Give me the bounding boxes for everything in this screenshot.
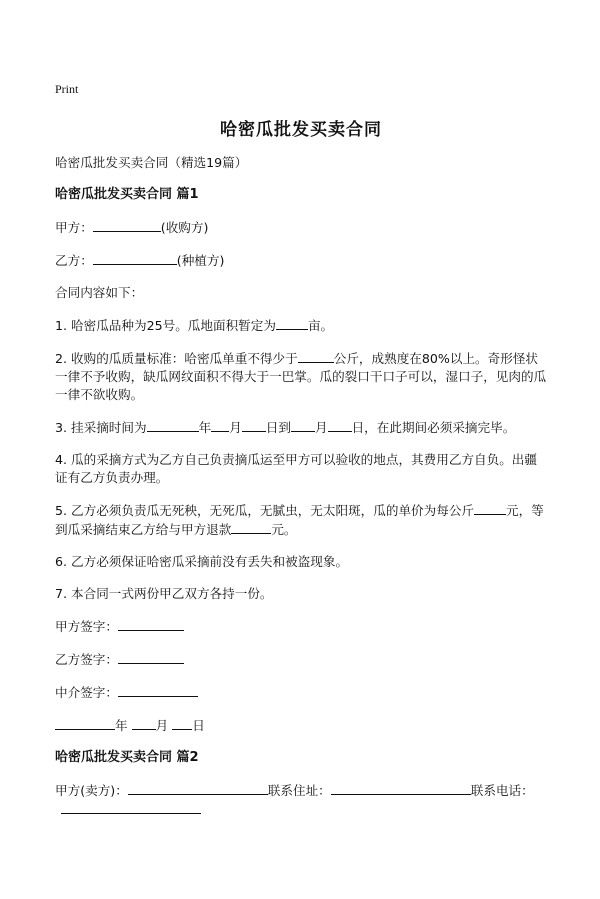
party-b-line <box>55 251 547 270</box>
blank-field <box>242 418 266 432</box>
clause-text: 5. 乙方必须负责瓜无死秧，无死瓜，无腻虫，无太阳斑，瓜的单价为每公斤 <box>55 503 475 518</box>
blank-field <box>231 520 271 534</box>
clause-6: 6. 乙方必须保证哈密瓜采摘前没有丢失和被盗现象。 <box>55 554 349 569</box>
clause-text: 月 <box>229 420 242 435</box>
section-heading-1: 哈密瓜批发买卖合同 篇1 <box>55 187 199 202</box>
signature-b <box>55 650 547 669</box>
signature-label: 甲方签字： <box>55 619 118 634</box>
document-page <box>55 82 547 833</box>
print-label: Print <box>55 82 79 96</box>
phone-label: 联系电话： <box>470 783 534 798</box>
clause-text: 3. 挂采摘时间为 <box>55 420 147 435</box>
clause-3 <box>55 418 547 437</box>
date-year: 年 <box>115 718 128 733</box>
blank-field <box>93 218 161 232</box>
document-title: 哈密瓜批发买卖合同 <box>220 120 382 140</box>
clause-text: 公斤，成熟度在80%以上。奇形怪状一律不予收购，缺瓜网纹面积不得大于一巴掌。瓜的裂口干口子可以，湿口子，见肉的瓜一律不欲收购。 <box>55 351 547 402</box>
party-a-label: 甲方： <box>55 220 93 235</box>
clause-2 <box>55 349 547 404</box>
clause-text: 月 <box>314 420 328 435</box>
date-month: 月 <box>155 718 169 733</box>
seller-line <box>55 781 547 819</box>
blank-field <box>128 781 268 795</box>
signature-agent <box>55 683 547 702</box>
clause-text: 2. 收购的瓜质量标准：哈密瓜单重不得少于 <box>55 351 298 366</box>
blank-field <box>118 617 184 631</box>
clause-5 <box>55 501 547 539</box>
blank-field <box>211 418 229 432</box>
clause-4: 4. 瓜的采摘方式为乙方自己负责摘瓜运至甲方可以验收的地点，其费用乙方自负。出疆证有乙方负责办理。 <box>55 452 537 485</box>
clause-1 <box>55 316 547 335</box>
blank-field <box>474 501 506 515</box>
section-heading-2: 哈密瓜批发买卖合同 篇2 <box>55 750 199 765</box>
clause-text: 日到 <box>265 420 291 435</box>
signature-label: 乙方签字： <box>55 652 118 667</box>
blank-field <box>328 418 352 432</box>
clause-text: 1. 哈密瓜品种为25号。瓜地面积暂定为 <box>55 318 276 333</box>
clause-text: 日，在此期间必须采摘完毕。 <box>351 420 516 435</box>
blank-field <box>276 316 308 330</box>
content-intro: 合同内容如下： <box>55 285 144 300</box>
clause-text: 元，等到瓜采摘结束乙方给与甲方退款 <box>55 503 544 537</box>
blank-field <box>61 800 201 814</box>
party-b-suffix: (种植方) <box>176 253 225 268</box>
signature-label: 中介签字： <box>55 685 118 700</box>
seller-label: 甲方(卖方)： <box>55 783 128 798</box>
signature-a <box>55 617 547 636</box>
blank-field <box>298 349 334 363</box>
clause-text: 亩。 <box>307 318 334 333</box>
party-b-label: 乙方： <box>55 253 93 268</box>
clause-text: 年 <box>198 420 212 435</box>
date-day: 日 <box>192 718 205 733</box>
clause-text: 元。 <box>271 522 297 537</box>
blank-field <box>291 418 315 432</box>
address-label: 联系住址： <box>267 783 331 798</box>
blank-field <box>55 716 115 730</box>
clause-7: 7. 本合同一式两份甲乙双方各持一份。 <box>55 586 273 601</box>
blank-field <box>132 716 156 730</box>
party-a-line <box>55 218 547 237</box>
blank-field <box>147 418 199 432</box>
blank-field <box>331 781 471 795</box>
date-line <box>55 716 547 735</box>
blank-field <box>93 251 177 265</box>
party-a-suffix: (收购方) <box>160 220 209 235</box>
blank-field <box>118 650 184 664</box>
document-subtitle: 哈密瓜批发买卖合同（精选19篇） <box>55 155 248 170</box>
blank-field <box>118 683 198 697</box>
blank-field <box>172 716 192 730</box>
